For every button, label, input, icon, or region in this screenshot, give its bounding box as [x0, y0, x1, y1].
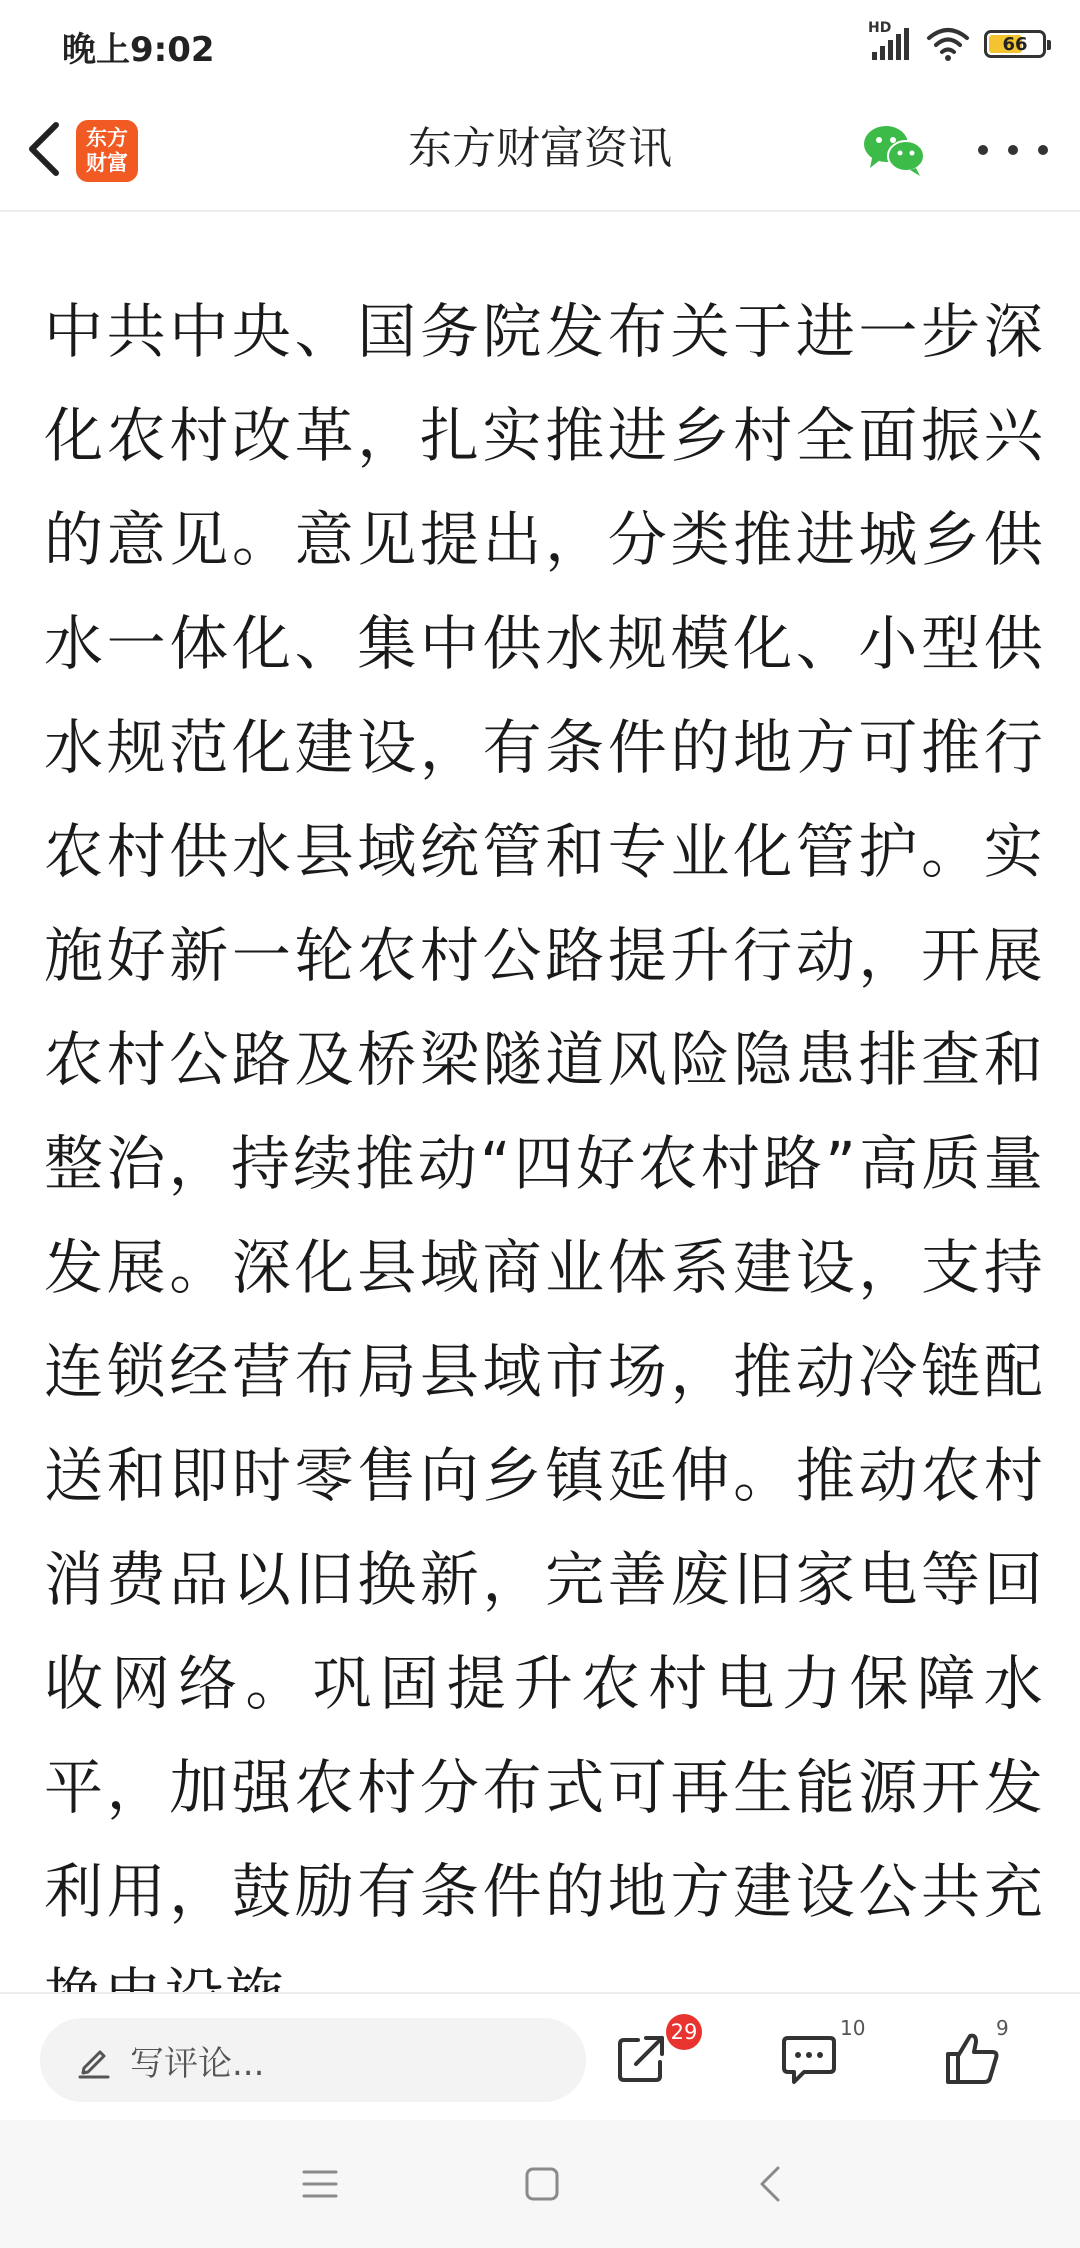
share-icon [614, 2030, 670, 2086]
app-logo [76, 120, 138, 182]
wechat-share-button[interactable] [862, 122, 926, 178]
share-count-badge: 29 [666, 2014, 702, 2050]
system-menu-button[interactable] [290, 2156, 350, 2212]
network-label: HD [868, 20, 892, 36]
system-home-button[interactable] [512, 2156, 572, 2212]
comment-input[interactable] [40, 2018, 586, 2102]
system-back-button[interactable] [740, 2156, 800, 2212]
comment-count: 10 [840, 2016, 866, 2040]
back-button[interactable] [14, 116, 74, 182]
menu-icon [302, 2168, 338, 2200]
page-title: 东方财富资讯 [408, 123, 672, 174]
status-icons [868, 22, 1046, 66]
action-bar [0, 1992, 1080, 2120]
status-time: 晚上9:02 [62, 30, 215, 70]
article-content[interactable] [0, 212, 1080, 1992]
triangle-back-icon [758, 2165, 782, 2203]
battery-level: 66 [1002, 33, 1028, 55]
wifi-icon [926, 26, 970, 62]
wechat-icon [862, 122, 926, 178]
system-nav-bar [0, 2120, 1080, 2248]
share-button[interactable] [614, 2020, 698, 2094]
more-horizontal-icon [978, 145, 988, 155]
nav-bar [0, 88, 1080, 212]
like-button[interactable] [944, 2016, 1024, 2094]
article-body: 中共中央、国务院发布关于进一步深化农村改革，扎实推进乡村全面振兴的意见。意见提出，分类推进城乡供水一体化、集中供水规模化、小型供水规范化建设，有条件的地方可推行农村供水县域统管和专业化管护。实施好新一轮农村公路提升行动，开展农村公路及桥梁隧道风险隐患排查和整治，持续推动“四好农村路”高质量发展。深化县域商业体系建设，支持连锁经营布局县域市场，推动冷链配送和即时零售向乡镇延伸。推动农村消费品以旧换新，完善废旧家电等回收网络。巩固提升农村电力保障水平，加强农村分布式可再生能源开发利用，鼓励有条件的地方建设公共充 [44, 297, 1044, 1926]
more-horizontal-icon [1038, 145, 1048, 155]
thumbs-up-icon [944, 2030, 1002, 2086]
comment-placeholder: 写评论... [130, 2043, 265, 2084]
signal-icon [868, 20, 912, 62]
square-icon [524, 2166, 560, 2202]
comment-button[interactable] [780, 2016, 866, 2094]
like-count: 9 [996, 2016, 1009, 2040]
logo-line-2: 财富 [86, 151, 128, 175]
logo-line-1: 东方 [86, 126, 128, 150]
status-bar [0, 0, 1080, 88]
battery-icon [984, 30, 1046, 58]
chevron-left-icon [26, 121, 62, 177]
more-button[interactable] [978, 128, 1048, 172]
pencil-icon [74, 2040, 114, 2080]
comment-icon [780, 2030, 838, 2086]
more-horizontal-icon [1008, 145, 1018, 155]
